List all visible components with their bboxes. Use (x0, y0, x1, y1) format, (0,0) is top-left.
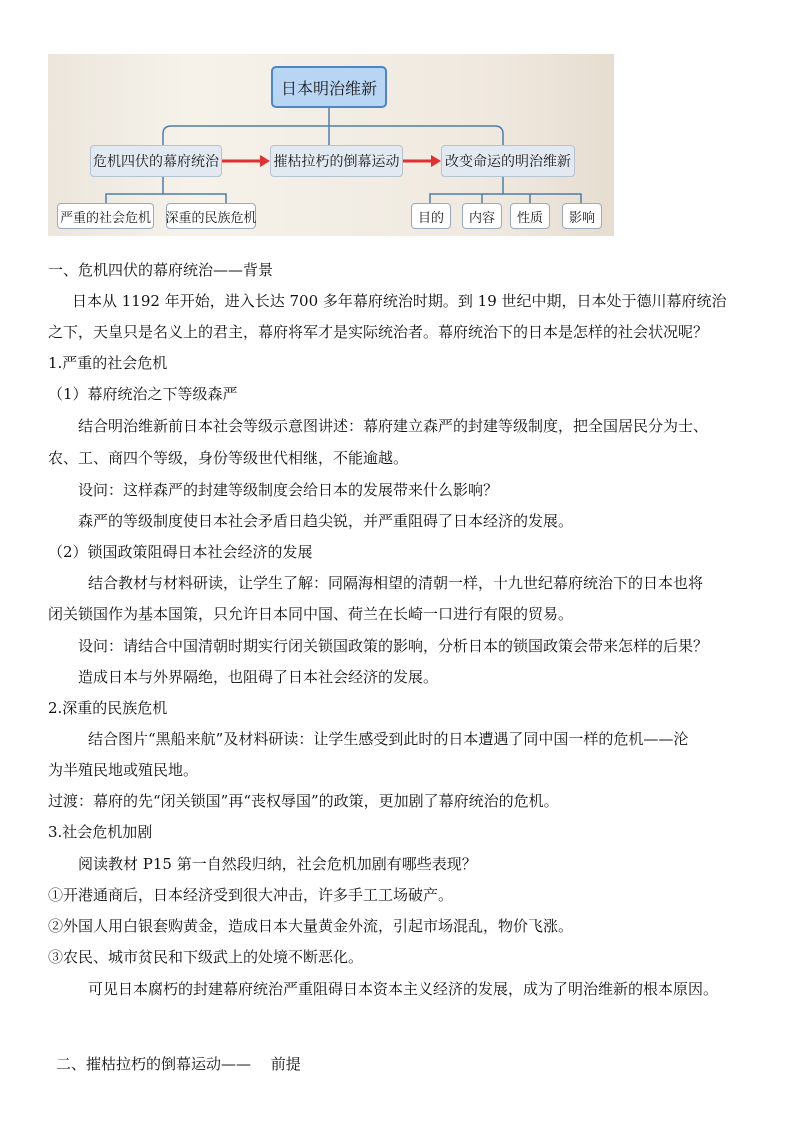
list-item: ②外国人用白银套购黄金，造成日本大量黄金外流，引起市场混乱，物价飞涨。 (48, 917, 574, 935)
leaf-social-crisis: 严重的社会危机 (57, 203, 154, 229)
question: 设问：请结合中国清朝时期实行闭关锁国政策的影响，分析日本的锁国政策会带来怎样的后果？ (78, 637, 709, 655)
leaf-influence: 影响 (562, 203, 602, 229)
flow-arrow-2 (403, 155, 441, 167)
list-item: ③农民、城市贫民和下级武上的处境不断恶化。 (48, 948, 364, 966)
mindmap (48, 54, 614, 236)
list-item: ①开港通商后，日本经济受到很大冲击，许多手工工场破产。 (48, 886, 454, 904)
question: 设问：这样森严的封建等级制度会给日本的发展带来什么影响？ (78, 481, 499, 499)
subheading: （2）锁国政策阻碍日本社会经济的发展 (48, 543, 313, 561)
paragraph: 阅读教材 P15 第一自然段归纳，社会危机加剧有哪些表现？ (78, 855, 477, 873)
paragraph: 之下，天皇只是名义上的君主，幕府将军才是实际统治者。幕府统治下的日本是怎样的社会状况呢？ (48, 323, 709, 341)
section-heading: 二、摧枯拉朽的倒幕运动—— 前提 (56, 1055, 301, 1073)
paragraph: 结合图片“黑船来航”及材料研读：让学生感受到此时的日本遭遇了同中国一样的危机——沦 (88, 730, 689, 748)
subheading: 3.社会危机加剧 (48, 823, 153, 841)
conclusion: 可见日本腐朽的封建幕府统治严重阻碍日本资本主义经济的发展，成为了明治维新的根本原因。 (88, 980, 719, 998)
paragraph: 农、工、商四个等级，身份等级世代相继，不能逾越。 (48, 449, 409, 467)
paragraph: 结合明治维新前日本社会等级示意图讲述：幕府建立森严的封建等级制度，把全国居民分为士、 (78, 417, 709, 435)
paragraph: 为半殖民地或殖民地。 (48, 761, 199, 779)
flow-arrow-1 (222, 155, 270, 167)
section-heading: 一、危机四伏的幕府统治——背景 (48, 261, 274, 279)
leaf-nature: 性质 (510, 203, 550, 229)
paragraph: 结合教材与材料研读，让学生了解：同隔海相望的清朝一样，十九世纪幕府统治下的日本也将 (88, 574, 704, 592)
paragraph: 闭关锁国作为基本国策，只允许日本同中国、荷兰在长崎一口进行有限的贸易。 (48, 605, 574, 623)
leaf-content: 内容 (462, 203, 502, 229)
subheading: 1.严重的社会危机 (48, 354, 168, 372)
answer: 造成日本与外界隔绝，也阻碍了日本社会经济的发展。 (78, 668, 439, 686)
transition: 过渡：幕府的先“闭关锁国”再“丧权辱国”的政策，更加剧了幕府统治的危机。 (48, 792, 559, 810)
connector-right-children (430, 194, 581, 203)
mindmap-root-node: 日本明治维新 (271, 66, 387, 108)
answer: 森严的等级制度使日本社会矛盾日趋尖锐，并严重阻碍了日本经济的发展。 (78, 512, 574, 530)
leaf-national-crisis: 深重的民族危机 (166, 203, 256, 229)
branch-shogunate-crisis: 危机四伏的幕府统治 (90, 145, 222, 177)
paragraph: 日本从 1192 年开始，进入长达 700 多年幕府统治时期。到 19 世纪中期，日本处于德川幕府统治 (72, 292, 727, 310)
branch-meiji-restoration: 改变命运的明治维新 (441, 145, 575, 177)
subheading: 2.深重的民族危机 (48, 699, 168, 717)
subheading: （1）幕府统治之下等级森严 (48, 385, 238, 403)
connector-branches (163, 126, 503, 145)
branch-overthrow-movement: 摧枯拉朽的倒幕运动 (270, 145, 403, 177)
leaf-purpose: 目的 (411, 203, 451, 229)
connector-left-children (106, 194, 226, 203)
